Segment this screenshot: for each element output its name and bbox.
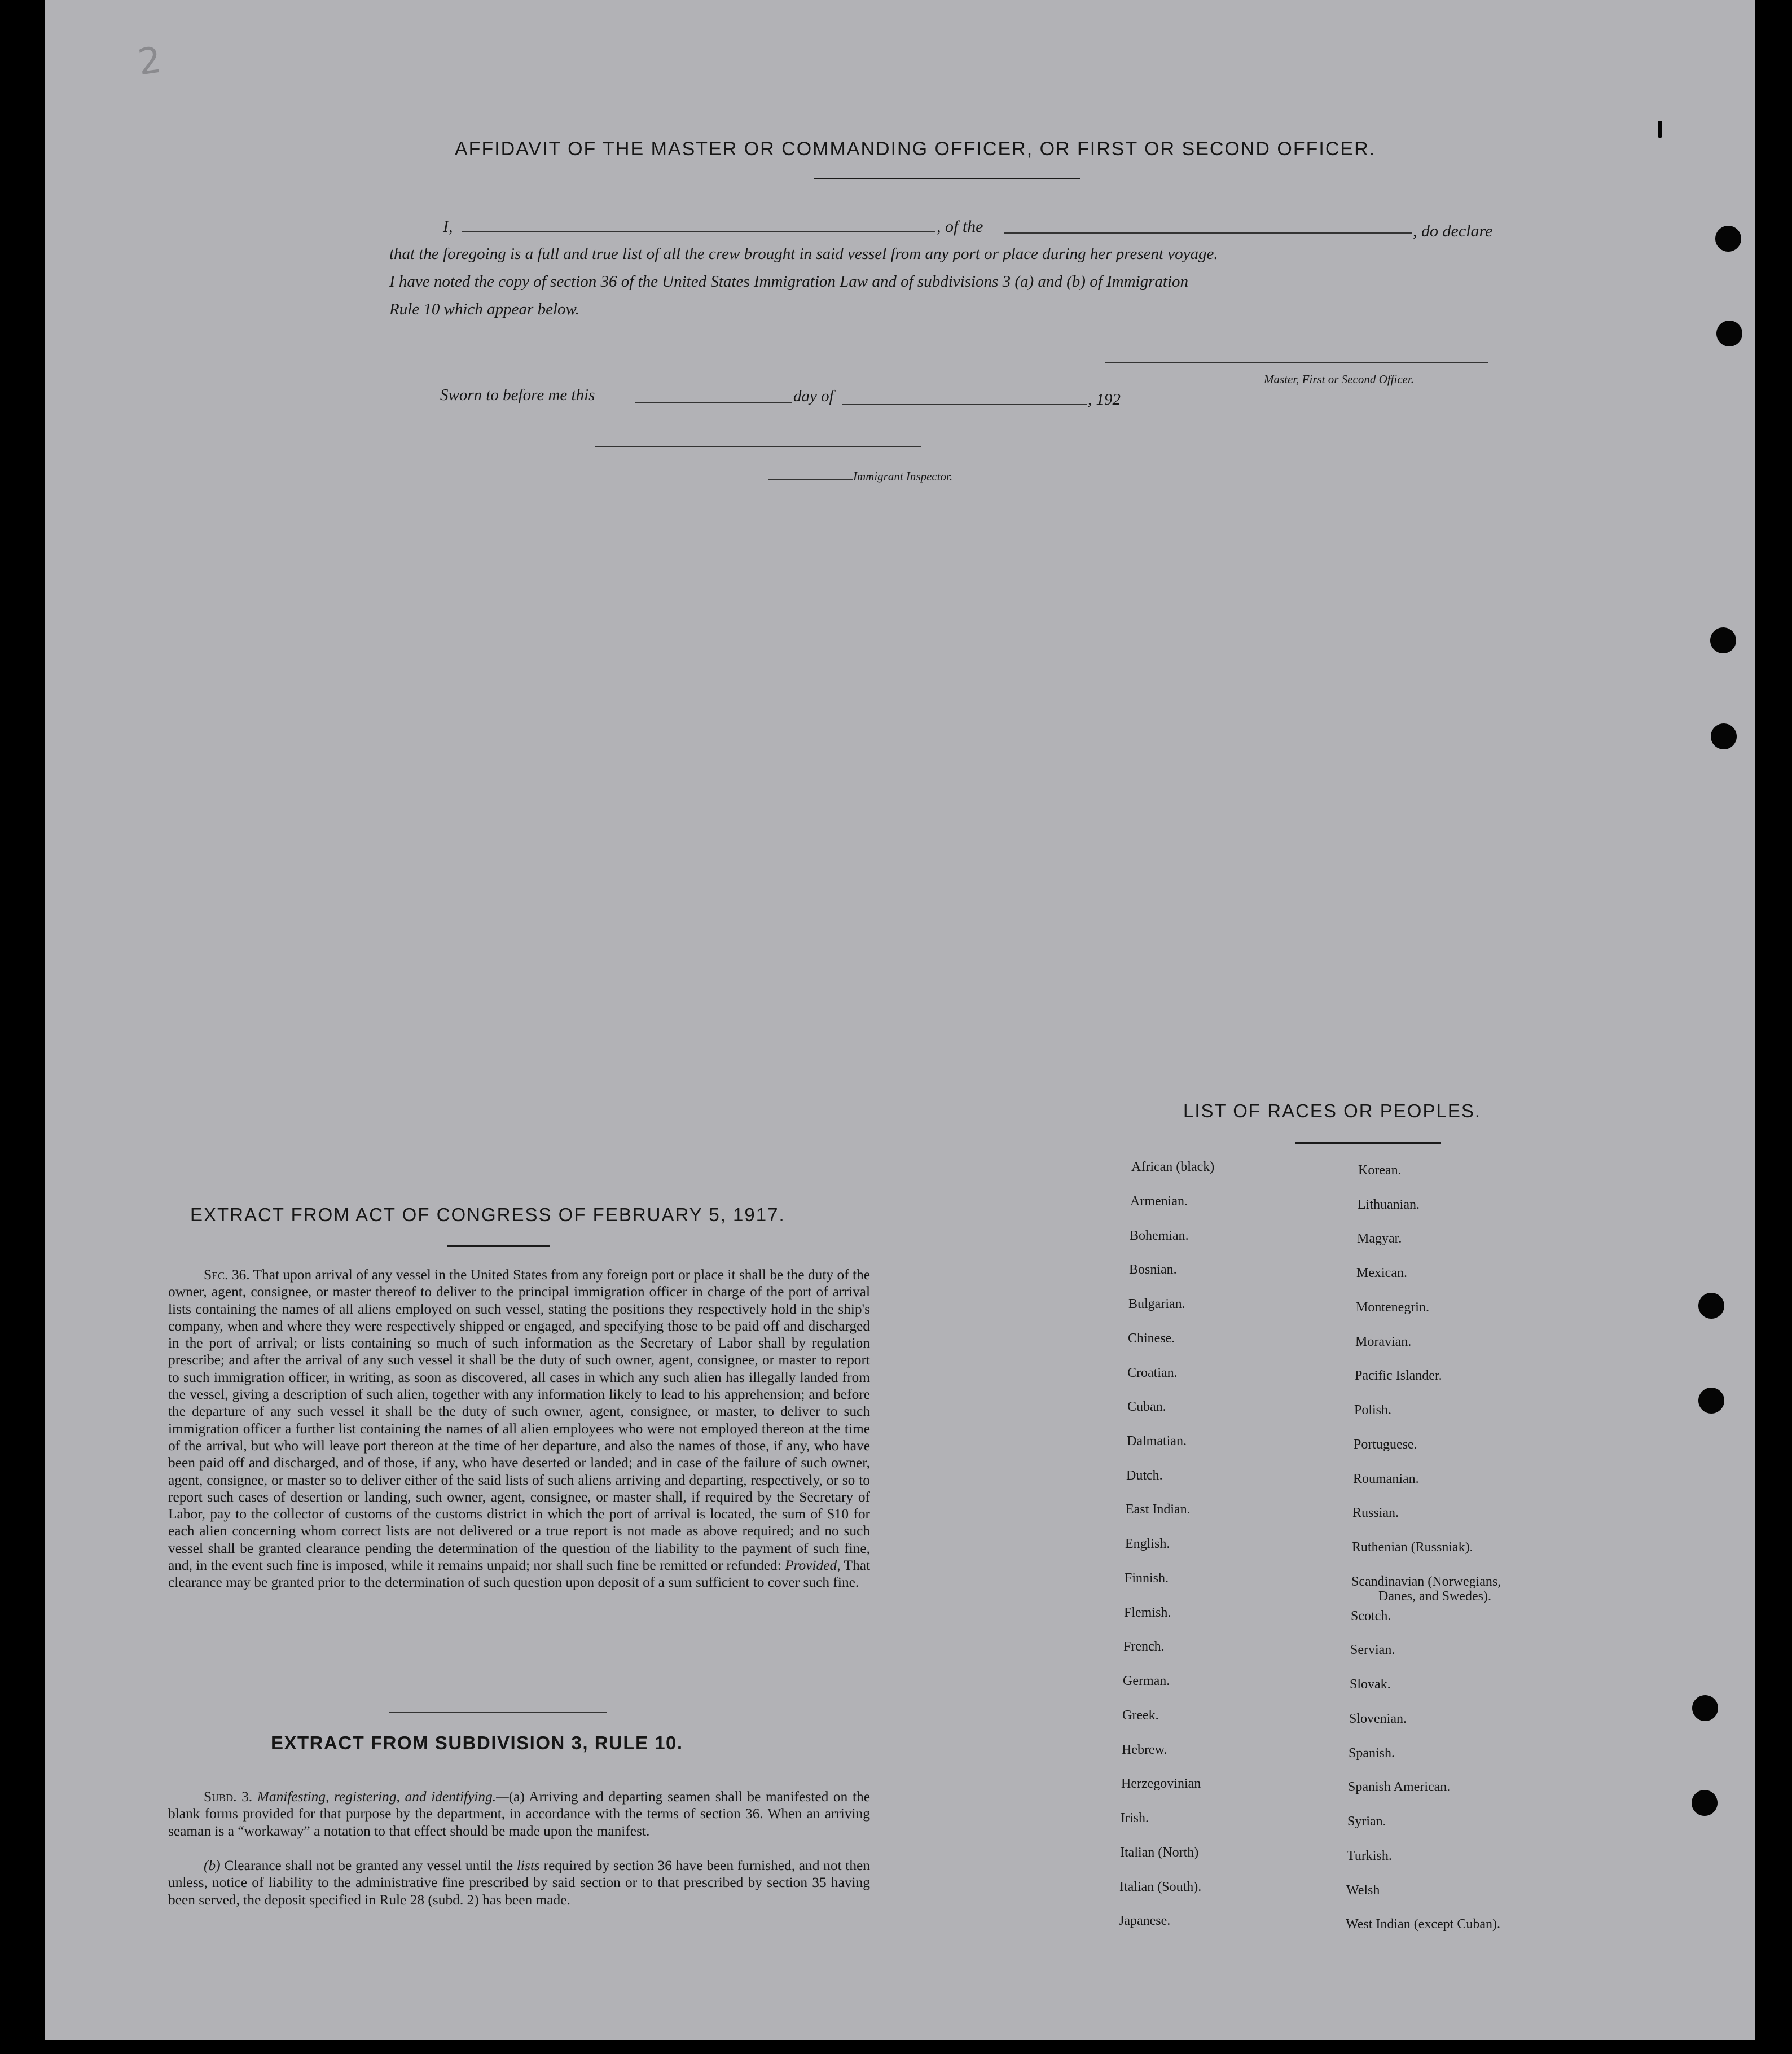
name-blank-line <box>462 231 935 232</box>
race-left-13: Flemish. <box>1124 1605 1171 1620</box>
race-right-3: Mexican. <box>1356 1266 1407 1280</box>
race-right-21: Welsh <box>1346 1883 1380 1898</box>
race-right-12-line-1: Scandinavian (Norwegians, <box>1351 1574 1501 1589</box>
master-caption: Master, First or Second Officer. <box>1264 372 1414 386</box>
vessel-blank-line <box>1004 232 1412 234</box>
subd3-label: Subd. 3. <box>204 1789 253 1805</box>
edge-mark <box>1658 121 1662 138</box>
affidavit-line-1: that the foregoing is a full and true list of all the crew brought in said vessel from any port or place during her present voyage. <box>389 245 1218 263</box>
subd3-paragraph-a <box>168 1788 870 1840</box>
race-left-21: Italian (South). <box>1119 1880 1202 1894</box>
page-mark: 2 <box>135 39 164 84</box>
sworn-month-blank-line <box>842 404 1087 405</box>
para-b-text-2: required by section 36 have been furnished, and not then unless, notice of liability to the administrative fine prescribed by said section or to that prescribed by section 35 having been served, the deposit specified in Rule 28 (subd. 2) has been made. <box>168 1858 870 1908</box>
race-right-20: Turkish. <box>1347 1849 1392 1863</box>
race-right-1: Lithuanian. <box>1358 1197 1420 1212</box>
race-left-8: Dalmatian. <box>1127 1434 1187 1449</box>
para-b-text-1: Clearance shall not be granted any vessel until the <box>224 1858 513 1873</box>
race-left-12: Finnish. <box>1125 1571 1169 1586</box>
punch-hole <box>1715 226 1741 252</box>
race-right-10: Russian. <box>1352 1506 1399 1520</box>
race-left-20: Italian (North) <box>1120 1845 1199 1860</box>
act-title-rule <box>447 1245 550 1247</box>
sworn-label: Sworn to before me this <box>440 386 595 404</box>
sec36-paragraph <box>168 1266 870 1591</box>
punch-hole <box>1710 627 1736 653</box>
subd3-paragraph-b <box>168 1857 870 1908</box>
race-left-15: German. <box>1123 1674 1170 1688</box>
race-right-17: Spanish. <box>1349 1746 1395 1761</box>
race-left-18: Herzegovinian <box>1121 1776 1201 1791</box>
affidavit-title-rule <box>814 178 1080 179</box>
race-right-9: Roumanian. <box>1353 1472 1419 1486</box>
rule-extract-title: EXTRACT FROM SUBDIVISION 3, RULE 10. <box>271 1732 683 1753</box>
race-left-4: Bulgarian. <box>1128 1297 1185 1311</box>
affidavit-title: AFFIDAVIT OF THE MASTER OR COMMANDING OFFICER, OR FIRST OR SECOND OFFICER. <box>455 138 1376 160</box>
inspector-caption-lead-line <box>768 479 853 480</box>
race-right-18: Spanish American. <box>1348 1780 1451 1794</box>
race-left-7: Cuban. <box>1127 1399 1166 1414</box>
race-left-16: Greek. <box>1122 1708 1159 1723</box>
race-left-1: Armenian. <box>1130 1194 1188 1209</box>
race-right-2: Magyar. <box>1357 1231 1402 1246</box>
race-right-5: Moravian. <box>1355 1335 1412 1349</box>
races-title: LIST OF RACES OR PEOPLES. <box>1183 1100 1482 1121</box>
race-left-19: Irish. <box>1121 1811 1149 1825</box>
race-right-6: Pacific Islander. <box>1355 1368 1442 1383</box>
race-right-8: Portuguese. <box>1354 1437 1417 1452</box>
race-right-7: Polish. <box>1354 1403 1392 1417</box>
race-left-5: Chinese. <box>1128 1331 1175 1346</box>
punch-hole <box>1716 321 1742 346</box>
race-left-9: Dutch. <box>1126 1468 1163 1483</box>
subd3-heading: Manifesting, registering, and identifying.— <box>257 1789 509 1805</box>
punch-hole <box>1711 723 1737 749</box>
race-left-17: Hebrew. <box>1122 1743 1167 1757</box>
race-left-10: East Indian. <box>1126 1502 1191 1517</box>
race-right-12-line-2: Danes, and Swedes). <box>1378 1589 1491 1604</box>
race-left-11: English. <box>1125 1537 1170 1551</box>
para-a-text: Arriving and departing seamen shall be manifested on the blank forms provided for that purpose by the department, in accordance with the terms of section 36. When an arriving seaman is a “workaway” a notation to that effect should be made upon the manifest. <box>168 1789 870 1839</box>
race-left-14: French. <box>1123 1639 1165 1654</box>
race-right-0: Korean. <box>1358 1163 1402 1178</box>
master-signature-line <box>1105 362 1488 363</box>
race-right-13: Scotch. <box>1351 1609 1391 1623</box>
provided-text: That clearance may be granted prior to the determination of such question upon deposit of a sum sufficient to cover such fine. <box>168 1557 871 1591</box>
sec36-text: That upon arrival of any vessel in the United States from any foreign port or place it shall be the duty of the owner, agent, consignee, or master thereof to deliver to the principal immigration officer in charge of the port of arrival lists containing the names of all aliens employed on such vessel, stating the positions they respectively hold in the ship's company, when and where they were respectively shipped or engaged, and specifying those to be paid off and discharged in the port of arrival; or lists containing so much of such information as the Secretary of Labor shall by regulation prescribe; and after the arrival of any such vessel it shall be the duty of such owner, agent, consignee, or master to report to such immigration officer, in writing, as soon as discovered, all cases in which any such alien has illegally landed from the vessel, giving a description of such alien, together with any information likely to lead to his apprehension; and before the departure of any such vessel it shall be the duty of such owner, agent, consignee, or master, to deliver to such immigration officer a further list containing the names of all alien employees who were not employed thereon at the time of the arrival, but who will leave port thereon at the time of her departure, and also the names of those, if any, who have been paid off and discharged, and of those, if any, who have deserted or landed; and in case of the failure of such owner, agent, consignee, or master so to deliver either of the said lists of such aliens arriving and departing, respectively, or so to report such cases of desertion or landing, such owner, agent, consignee, or master shall, if required by the Secretary of Labor, pay to the collector of customs of the customs district in which the port of arrival is located, the sum of $10 for each alien concerning whom correct lists are not delivered or a true report is not made as above required; and no such vessel shall be granted clearance pending the determination of the question of the liability to the payment of such fine, and, in the event such fine is imposed, while it remains unpaid; nor shall such fine be remitted or refunded: <box>168 1267 871 1574</box>
punch-hole <box>1692 1790 1718 1816</box>
affidavit-line-3: Rule 10 which appear below. <box>389 300 579 318</box>
day-of-label: day of <box>793 387 834 405</box>
race-left-22: Japanese. <box>1119 1913 1171 1928</box>
race-right-22: West Indian (except Cuban). <box>1346 1917 1500 1932</box>
para-a-label: (a) <box>508 1789 525 1805</box>
race-left-6: Croatian. <box>1127 1366 1178 1380</box>
races-title-rule <box>1295 1142 1441 1144</box>
race-right-12 <box>1351 1574 1501 1604</box>
affidavit-i-label: I, <box>443 217 453 236</box>
race-left-0: African (black) <box>1131 1160 1215 1174</box>
provided-word: Provided, <box>785 1557 841 1574</box>
inspector-caption: Immigrant Inspector. <box>853 469 953 483</box>
year-label: , 192 <box>1088 390 1121 409</box>
race-right-15: Slovak. <box>1350 1677 1391 1692</box>
punch-hole <box>1698 1388 1724 1414</box>
form-sheet <box>45 0 1755 2040</box>
race-left-2: Bohemian. <box>1130 1228 1189 1243</box>
sworn-day-blank-line <box>635 402 792 403</box>
act-extract-title: EXTRACT FROM ACT OF CONGRESS OF FEBRUARY 5, 1917. <box>190 1204 785 1225</box>
race-right-19: Syrian. <box>1347 1814 1386 1829</box>
race-right-14: Servian. <box>1350 1643 1395 1657</box>
sec36-label: Sec. 36. <box>204 1267 250 1283</box>
para-b-lists: lists <box>516 1858 540 1873</box>
race-right-11: Ruthenian (Russniak). <box>1352 1540 1473 1555</box>
inspector-signature-line <box>595 446 921 447</box>
punch-hole <box>1698 1293 1724 1319</box>
punch-hole <box>1692 1695 1718 1721</box>
race-left-3: Bosnian. <box>1129 1262 1177 1277</box>
race-right-4: Montenegrin. <box>1356 1300 1429 1315</box>
affidavit-declare-label: , do declare <box>1413 222 1493 240</box>
section-divider <box>389 1712 607 1713</box>
para-b-label: (b) <box>204 1858 221 1873</box>
affidavit-line-2: I have noted the copy of section 36 of the United States Immigration Law and of subdivisions 3 (a) and (b) of Immigration <box>389 273 1189 291</box>
race-right-16: Slovenian. <box>1349 1711 1407 1726</box>
affidavit-of-the-label: , of the <box>937 217 983 236</box>
